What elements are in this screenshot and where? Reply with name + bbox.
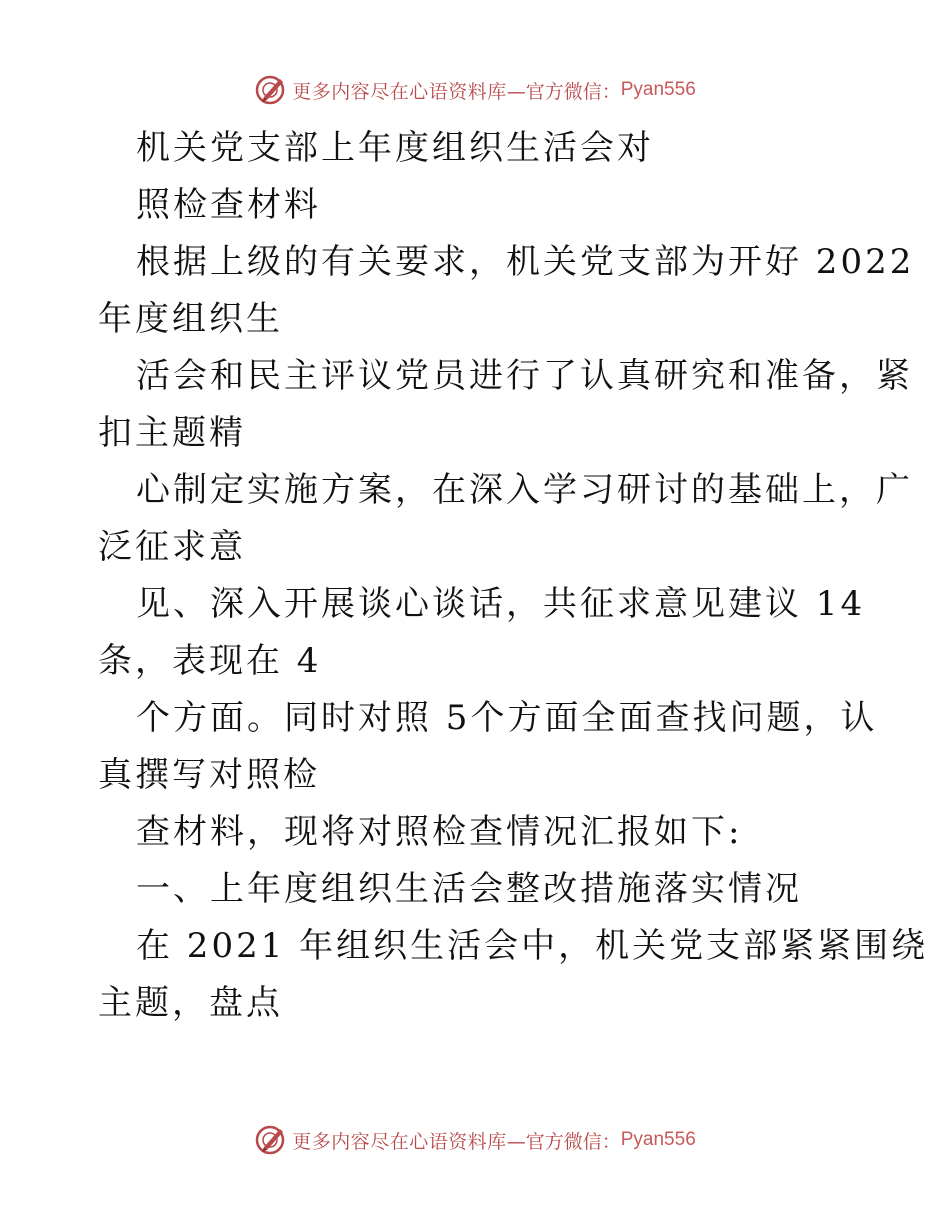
watermark-separator: —官方微信：	[506, 80, 621, 103]
paragraph-line: 泛征求意	[98, 527, 246, 567]
section-heading: 一、上年度组织生活会整改措施落实情况	[136, 869, 802, 909]
paragraph-line: 活会和民主评议党员进行了认真研究和准备，紧	[136, 356, 913, 396]
paragraph-line: 扣主题精	[98, 413, 246, 453]
watermark-header	[0, 70, 950, 110]
watermark-separator: —官方微信：	[506, 1130, 621, 1153]
document-title-line-2: 照检查材料	[136, 185, 321, 225]
paragraph-line: 心制定实施方案，在深入学习研讨的基础上，广	[136, 470, 913, 510]
paragraph-line: 在 2021 年组织生活会中，机关党支部紧紧围绕	[136, 926, 929, 966]
watermark-text: 更多内容尽在心语资料库	[292, 1130, 507, 1153]
watermark-footer	[0, 1120, 950, 1160]
document-title-line-1: 机关党支部上年度组织生活会对	[136, 128, 654, 168]
paragraph-line: 主题，盘点	[98, 983, 283, 1023]
paragraph-line: 真撰写对照检	[98, 755, 320, 795]
paragraph-line: 个方面。同时对照 5个方面全面查找问题，认	[136, 698, 878, 738]
pen-logo-icon	[254, 73, 288, 107]
paragraph-line: 年度组织生	[98, 299, 283, 339]
paragraph-line: 条，表现在 4	[98, 641, 322, 681]
paragraph-line: 查材料，现将对照检查情况汇报如下:	[136, 812, 743, 852]
watermark-id: Pyan556	[620, 79, 696, 100]
paragraph-line: 根据上级的有关要求，机关党支部为开好 2022	[136, 242, 915, 282]
document-body	[98, 120, 929, 1032]
pen-logo-icon	[254, 1123, 288, 1157]
watermark-text: 更多内容尽在心语资料库	[292, 80, 507, 103]
paragraph-line: 见、深入开展谈心谈话，共征求意见建议 14	[136, 584, 866, 624]
watermark-id: Pyan556	[620, 1129, 696, 1150]
